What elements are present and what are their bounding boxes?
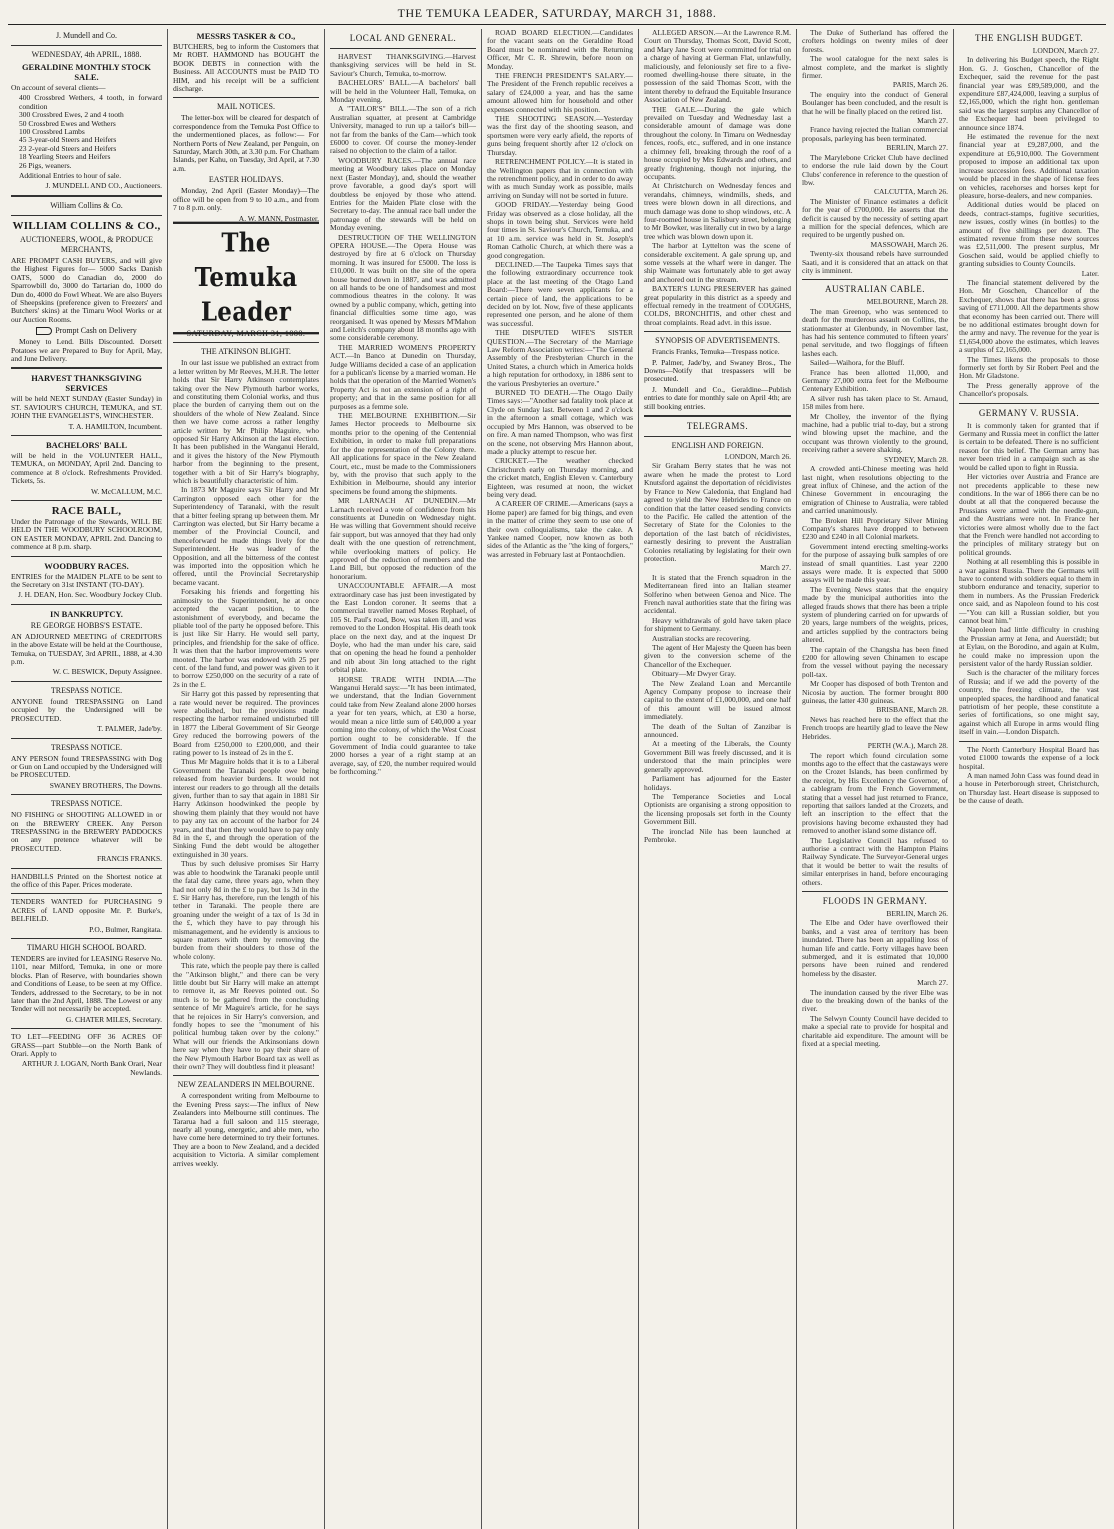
article-body: In our last issue we published an extract from a letter written by Mr Reeves, M.H.R. The letter holds that Sir Harry Atkinson contemplates taking over the New Plymouth harbor works, and constituting them Colonial works, and thus place the burden of carrying them out on the shoulders of the whole of New Zealand. Since then we have come across a rather lengthy article written by Mr Philip Maguire, who opposed Sir Harry Atkinson at the last election. It has been published in the Wanganui Herald, and it gives the history of the New Plymouth harbor from the beginning to the present, together with a bit of Sir Harry's biography, which is beautifully characteristic of him. In 1873 Mr Maguire says Sir Harry and Mr Carrington opposed each other for the Superintendency of Taranaki, with the result that a bitter feeling sprang up between them. Mr Carrington was elected, but Sir Harry became a member of the Provincial Council, and thenceforward he made things lively for the Superintendent. He was leader of the Opposition, and all the bitterness of the contest was imported into the opposition which he offered, until the Provincial Secretaryship became vacant. Forsaking his friends and forgetting his animosity to the Superintendent, he at once accepted the vacant position, to the astonishment of everybody, and became the pliable tool of the party he opposed before. This is just like Sir Harry. He would sell party, principles, and friendship for the sake of office. It was then that the harbor improvements were mooted. The harbor was endowed with 25 per cent. of the land fund, and power was given to it to borrow £250,000 on the security of a rate of 2s in the £. Sir Harry got this passed by representing that a rate would never be required. The provinces were abolished, but the provisions made respecting the harbor remained undisturbed till in 1877 the Liberal Government of Sir George Grey reduced the borrowing powers of the Board from £250,000 to £200,000, and their rating power to 1s instead of 2s in the £. Thus Mr Maguire holds that it is to a Liberal Government the Taranaki people owe being released from heavier burdens. It would not interest our readers to go through all the details given, further than to say that again in 1881 Sir Harry Atkinson hoodwinked the people by showing them plainly that they would not have to pay any tax on account of the harbor for 24 years, and that then they would have to pay only 8d in the £, and through the operation of the Sinking Fund the debt would be altogether extinguished in 30 years. Thus by such delusive promises Sir Harry was able to hoodwink the Taranaki people until the fatal day came, three years ago, when they had not only 8d in the £ to pay, but 1s 3d in the £. Sir Harry has, therefore, run the length of his tether in Taranaki. The people there are groaning under the weight of a tax of 1s 3d in the £, which they have to pay through his mismanagement, and he evidently is anxious to square matters with them by removing the burden from their shoulders to those of the whole colony. This rate, which the people pay there is called the "Atkinson blight," and there can be very little doubt but Sir Harry will make an attempt to remove it, as Mr Reeves pointed out. So much is to be gathered from the concluding sentence of Mr Maguire's article, for he says that he rejoices in Sir Harry's conversion, and fondly hopes to see the "monument of his political humbug taken over by the colony." What will our friends the Atkinsonians down here say when they have to pay their share of the New Plymouth Harbor Board tax as well as their own? They will doubtless find it pleasant! — [173, 358, 319, 1072]
ad-trespass3-title: TRESPASS NOTICE. — [50, 799, 123, 809]
ad-bankruptcy-signature: W. C. BESWICK, Deputy Assignee. — [52, 667, 162, 677]
ad-collins-title: WILLIAM COLLINS & CO., — [12, 219, 161, 232]
ad-collins-header: William Collins & Co. — [50, 200, 123, 210]
ad-trespass3-signature: FRANCIS FRANKS. — [96, 854, 162, 864]
english-foreign-heading: ENGLISH AND FOREIGN. — [671, 441, 764, 451]
ad-to-let-signature: ARTHUR J. LOGAN, North Bank Orari, Near Newlands. — [21, 1059, 162, 1077]
ad-tenders-land-signature: P.O., Bulmer, Rangitata. — [89, 924, 162, 934]
easter-holidays-signature: A. W. MANN, Postmaster. — [238, 213, 319, 223]
column-3 — [325, 29, 482, 1529]
synopsis-item: J. Mundell and Co., Geraldine—Publish entries to date for monthly sale on April 4th; are still booking entries. — [644, 384, 791, 411]
list-item: 400 Crossbred Wethers, 4 tooth, in forward condition — [19, 93, 162, 111]
ad-mundell-date: WEDNESDAY, 4th APRIL, 1888. — [31, 50, 142, 59]
column-1 — [6, 29, 168, 1529]
column-7 — [954, 29, 1104, 1529]
issue-date: SATURDAY, MARCH 31, 1888. — [186, 328, 306, 338]
column-6 — [797, 29, 954, 1529]
local-general-heading: LOCAL AND GENERAL. — [349, 33, 457, 43]
column-5 — [639, 29, 797, 1529]
ad-woodbury-body: ENTRIES for the MAIDEN PLATE to be sent to the Secretary on 31st INSTANT (TO-DAY). — [11, 571, 162, 590]
ad-mundell-outro: Additional Entries to hour of sale. — [19, 171, 122, 181]
australian-cable-body: MELBOURNE, March 28. The man Greenop, who was sentenced to death for the murderous assault on Collins, the stationmaster at Glenbundy, in November last, has had his sentence commuted to fifteen years' penal servitude, and two floggings of fifteen lashes each. Sailed—Waihora, for the Bluff. France has been allotted 11,000, and Germany 27,000 extra feet for the Melbourne Centenary Exhibition. A silver rush has taken place to St. Arnaud, 158 miles from here. Mr Cholley, the inventor of the flying machine, had a public trial to-day, but a strong wind blowing upset the machine, and the occupant was thrown violently to the ground, receiving rather a severe shaking. SYDNEY, March 28. A crowded anti-Chinese meeting was held last night, when resolutions objecting to the great influx of Chinese, and the action of the Chinese Government in encouraging the emigration of Chinese to Australia, were tabled and carried unanimously. The Broken Hill Proprietary Silver Mining Company's shares have dropped to between £230 and £240 in all Colonial markets. Government intend erecting smelting-works for the purpose of assaying bulk samples of ore instead of small quantities. Last year 2200 assays were made. It is expected that 5000 assays will be made this year. The Evening News states that the enquiry made by the municipal authorities into the alleged frauds shows that there has been a triple system of plundering carried on for upwards of 20 years, large numbers of the weights, prices, and articles supplied by the contractors being altered. The captain of the Changsha has been fined £200 for allowing seven Chinamen to escape from the vessel without paying the necessary poll-tax. Mr Cooper has disposed of both Trenton and Nicosia by auction. The former brought 800 guineas, the latter 430 guineas. BRISBANE, March 28. News has reached here to the effect that the French troops are heartily glad to leave the New Hebrides. PERTH (W.A.), March 28. The report which found circulation some months ago to the effect that the castaways were on the Crozet Islands, has been confirmed by the receipt, by His Excellency the Governor, of a cablegram from the French Government, stating that a vessel had just returned to France, reporting that sailors landed at the Crozets, and left an inscription to the effect that the provisions having become exhausted they had removed to another island some distance off. The Legislative Council has refused to authorise a contract with the Hampton Plains Railway Syndicate. The Surveyor-General urges that it would be better to wait the results of similar enterprises in hand, before encouraging others. — [802, 297, 948, 887]
ad-raceball-title: RACE BALL, — [51, 505, 122, 517]
list-item: 50 Crossbred Ewes and Wethers — [19, 118, 116, 128]
list-item: 26 Pigs, weaners. — [19, 160, 72, 170]
ad-mundell-intro: On account of several clients— — [11, 83, 106, 92]
synopsis-title: SYNOPSIS OF ADVERTISEMENTS. — [655, 336, 780, 346]
germany-russia-body: It is commonly taken for granted that if Germany and Russia meet in conflict the latter is certain to be defeated. There is no sufficient reason for this belief. The German army has never been tried in a campaign such as she would be called upon to fight in Russia. Her victories over Austria and France are not precedents applicable to these new conditions. In the war of 1866 there can be no doubt at all that the conquered because the Prussians were armed with the needle-gun, and the Austrians were not. In France her victories were almost wholly due to the fact that the French were handled not according to the principles of military strategy but on political grounds. Nothing at all resembling this is possible in a war against Russia. There the Germans will have to contend with soldiers equal to them in stubborn endurance and tenacity, superior to them in numbers. As the Prussian Frederick once said, and as Napoleon found to his cost—"You can kill a Russian soldier, but you cannot beat him." Napoleon had little difficulty in crushing the Prussian army at Jena, and Auerstädt; but at Eylau, on the Borodino, and again at Kulm, he could make no impression upon the persistent valor of the hardy Russian soldier. Such is the character of the military forces of Russia; and if we add the poverty of the country, the freezing climate, the vast unpeopled spaces, the hardihood and fanatical patriotism of her people, these constitute a series of fortifications, so one might say, against which all Europe in arms would fling itself in vain.—London Dispatch. — [959, 420, 1099, 737]
ad-trespass2-signature: SWANEY BROTHERS, The Downs. — [49, 780, 162, 790]
ad-school-signature: G. CHATER MILES, Secretary. — [65, 1014, 162, 1024]
ad-mundell-header: J. Mundell and Co. — [55, 31, 118, 40]
ad-to-let: TO LET—FEEDING OFF 36 ACRES OF GRASS—part Stubble—on the North Bank of Orari. Apply to — [11, 1032, 162, 1059]
list-item: 18 Yearling Steers and Heifers — [19, 152, 111, 162]
column-7-tail: The North Canterbury Hospital Board has voted £1000 towards the expense of a lock hospital. A man named John Cass was found dead in a house in Peterborough street, Christchurch, on Thursday last. Heart disease is supposed to be the cause of death. — [959, 744, 1099, 806]
ad-bachelors-body: will be held in the VOLUNTEER HALL, TEMUKA, on MONDAY, April 2nd. Dancing to commence at 8 o'clock. Refreshments Provided. Tickets, 5s. — [11, 450, 162, 486]
english-budget-heading: THE ENGLISH BUDGET. — [974, 33, 1084, 43]
ad-mundell-title: GERALDINE MONTHLY STOCK SALE. — [21, 62, 152, 82]
ad-woodbury-title: WOODBURY RACES. — [44, 560, 129, 571]
mail-notices-title: MAIL NOTICES. — [217, 102, 275, 112]
ad-school-body: TENDERS are invited for LEASING Reserve No. 1101, near Milford, Temuka, in one or more blocks. Plan of Reserve, with boundaries shown and Conditions of Lease, to be seen at my Office. Tenders, addressed to the Secretary, to be in not later than the 2nd April, 1888. The Lowest or any Tender will not necessarily be accepted. — [11, 954, 163, 1014]
column-4-body: ROAD BOARD ELECTION.—Candidates for the vacant seats on the Geraldine Road Board must be nominated with the Returning Officer, Mr C. R. Shrewin, before noon on Monday. THE FRENCH PRESIDENT'S SALARY.—The President of the French republic receives a salary of £24,000 a year, and has the same amount allowed him for household and other expenses connected with his position. THE SHOOTING SEASON.—Yesterday was the first day of the shooting season, and sportsmen were very early afield, the reports of guns being frequent shortly after 12 o'clock on Thursday. RETRENCHMENT POLICY.—It is stated in the Wellington papers that in connection with the retrenchment policy, and in order to do away with as much Sunday work as possible, mails arriving on Sunday will not be sorted in future. GOOD FRIDAY.—Yesterday being Good Friday was observed as a close holiday, all the shops in town being shut. Services were held four times in St. Saviour's Church, Temuka, and at 10 a.m. service was held in St. Joseph's Roman Catholic Church, at which there was a good congregation. DECLINED.—The Taupeka Times says that the following extraordinary occurrence took place at the last meeting of the Otago Land Board:—There were seven applicants for a certain piece of land, the applications to be decided on by lot. Now, five of these applicants represented one person, and he alone of them was successful. THE DISPUTED WIFE'S SISTER QUESTION.—The Secretary of the Marriage Law Reform Association writes:—"The General Assembly of the Presbyterian Church in the United States, a church which in America holds a high reputation for orthodoxy, in 1886 sent to the various Presbyteries an overture." BURNED TO DEATH.—The Otago Daily Times says:—"Another sad fatality took place at Clyde on Sunday last. Between 1 and 2 o'clock in the afternoon a small cottage, which was occupied by Mrs Hannon, was observed to be on fire. A man named Thompson, who was first on the scene, not observing Mrs Hannon about, made a plucky attempt to rescue her. CRICKET.—The weather checked Christchurch early on Thursday morning, and the cricket match, English Eleven v. Canterbury Eighteen, was resumed at noon, the wicket being very dead. A CAREER OF CRIME.—Americans (says a Home paper) are famed for big things, and even in the matter of crime they seem to use one of their own colloquialisms, take the cake. A Yankee named Cooper, now known as both sides of the Atlantic as the "the king of forgers," was arrested in February last at Pontaochdien. — [487, 29, 633, 559]
ad-collins-sub: AUCTIONEERS, WOOL, & PRODUCE MERCHANTS, — [20, 234, 153, 254]
ad-trespass3-body: NO FISHING or SHOOTING ALLOWED in or on the BREWERY CREEK. Any Person TRESPASSING in the BREWERY PADDOCKS on any pretence whatever will be PROSECUTED. — [11, 810, 162, 853]
ad-harvest-body: will be held NEXT SUNDAY (Easter Sunday) in ST. SAVIOUR'S CHURCH, TEMUKA, and ST. JOHN THE EVANGELIST'S, WINCHESTER. — [11, 394, 162, 421]
ad-mundell-list — [11, 94, 162, 170]
synopsis-item: P. Palmer, Jade'by, and Swaney Bros., The Downs—Notify that trespassers will be prosecuted. — [644, 357, 791, 384]
ad-tenders-land: TENDERS WANTED for PURCHASING 9 ACRES of LAND opposite Mr. P. Burke's, BELFIELD. — [11, 897, 162, 924]
column-4 — [482, 29, 639, 1529]
telegrams-heading: TELEGRAMS. — [686, 421, 749, 432]
list-item: 300 Crossbred Ewes, 2 and 4 tooth — [19, 110, 124, 120]
ad-bankruptcy-title: IN BANKRUPTCY. — [50, 608, 123, 619]
pointing-hand-icon — [36, 327, 52, 335]
ad-trespass1-signature: T. PALMER, Jade'by. — [97, 724, 162, 734]
ad-handbills: HANDBILLS Printed on the Shortest notice at the office of this Paper. Prices moderate. — [11, 871, 162, 889]
synopsis-item: Francis Franks, Temuka—Trespass notice. — [652, 347, 780, 357]
english-foreign-body: LONDON, March 26. Sir Graham Berry states that he was not aware when he made the protest to Lord Knutsford against the deportation of récidivistes by France to New Caledonia, that England had agreed to yield the New Hebrides to France on condition that the latter ceased sending convicts to the Pacific. He called the attention of the Secretary of State for the Colonies to the deportation of the last batch of récidivistes, earnestly desiring to prevent the Australian Colonies retaliating by legislating for their own protection. March 27. It is stated that the French squadron in the Mediterranean fired into an Italian steamer Solferino when between Genoa and Nice. The French naval authorities state that the firing was accidental. Heavy withdrawals of gold have taken place for shipment to Germany. Australian stocks are recovering. The agent of Her Majesty the Queen has been given to the conversion scheme of the Chancellor of the Exchequer. Obituary—Mr Dwyer Gray. The New Zealand Loan and Mercantile Agency Company propose to increase their capital to the extent of £1,000,000, and one half of this amount will be issued almost immediately. The death of the Sultan of Zanzibar is announced. At a meeting of the Liberals, the County Government Bill was freely discussed, and it is understood that the main principles were generally approved. Parliament has adjourned for the Easter holidays. The Temperance Societies and Local Optionists are organising a strong opposition to the licensing proposals set forth in the County Government Bill. The ironclad Nile has been launched at Pembroke. — [644, 452, 791, 844]
ad-collins-money: Money to Lend. Bills Discounted. Dorsett Potatoes we are Prepared to Buy for April, May, and June Delivery. — [11, 337, 162, 363]
column-2 — [168, 29, 325, 1529]
melbourne-title: NEW ZEALANDERS IN MELBOURNE. — [177, 1080, 315, 1090]
ad-school-title: TIMARU HIGH SCHOOL BOARD. — [26, 943, 147, 952]
list-item: 23 2-year-old Steers and Heifers — [19, 143, 117, 153]
ad-bachelors-signature: W. McCALLUM, M.C. — [91, 486, 162, 496]
ad-woodbury-signature: J. H. DEAN, Hon. Sec. Woodbury Jockey Club. — [17, 590, 162, 600]
ad-tasker-body: BUTCHERS, beg to inform the Customers that Mr ROBT. HAMMOND has BOUGHT the BOOK DEBTS in connection with the Business. All ACCOUNTS must be PAID TO HIM, and his receipt will be a sufficient discharge. — [173, 42, 319, 94]
melbourne-body: A correspondent writing from Melbourne to the Evening Press says:—The influx of New Zealanders into Melbourne still continues. The Tararua had a full saloon and 115 steerage, nearly all young, energetic, and able men, who have come here determined to try their fortunes. They are a boon to New Zealand, and a decided acquisition to Victoria. A similar complement arrives weekly. — [173, 1091, 319, 1168]
ad-raceball-body: Under the Patronage of the Stewards, WILL BE HELD IN THE WOODBURY SCHOOLROOM, ON EASTER MONDAY, APRIL 2nd. Dancing to commence at 8 p.m. sharp. — [11, 517, 162, 552]
mail-notices-body: The letter-box will be cleared for despatch of correspondence from the Temuka Post Office to the undermentioned places, as follow:— For Northern Ports of New Zealand, per Penguin, on Saturday, March 30th, at 3.30 p.m. For Chatham Islands, per Kahu, on Tuesday, 3rd April, at 7.30 a.m. — [173, 113, 319, 173]
ad-bachelors-title: BACHELORS' BALL — [45, 439, 127, 450]
list-item: 45 3-year-old Steers and Heifers — [19, 135, 117, 145]
ad-trespass1-title: TRESPASS NOTICE. — [50, 685, 123, 695]
columns — [6, 29, 1108, 1529]
ad-mundell-signature: J. MUNDELL AND CO., Auctioneers. — [45, 181, 162, 191]
ad-harvest-title: HARVEST THANKSGIVING SERVICES — [31, 373, 142, 394]
ad-collins-body: ARE PROMPT CASH BUYERS, and will give the Highest Figures for— 5000 Sacks Danish OATS, 5000 do Canadian do, 2000 do Sparrowbill do, 3000 do Tartarian do, 1000 do Dun do, 4000 do Fowl Wheat. We are also Buyers of Sheepskins (preference given to Freezers' and Butchers' skins) at the Timaru Wool Works or at our Auction Rooms. — [11, 255, 162, 324]
ad-harvest-signature: T. A. HAMILTON, Incumbent. — [68, 421, 162, 431]
ad-tasker-title: MESSRS TASKER & CO., — [196, 31, 296, 41]
ad-trespass2-title: TRESPASS NOTICE. — [50, 742, 123, 752]
newspaper-logo: The Temuka Leader — [173, 222, 319, 335]
masthead-title: THE TEMUKA LEADER, SATURDAY, MARCH 31, 1888. — [397, 6, 717, 20]
english-budget-body: LONDON, March 27. In delivering his Budget speech, the Right Hon. G. J. Goschen, Chancellor of the Exchequer, said the revenue for the past financial year was £89,589,000, and the expenditure £87,424,000, leaving a surplus of £2,165,000, which the right hon. gentleman said was the largest surplus any Chancellor of the Exchequer had been privileged to announce since 1874. He estimated the revenue for the next financial year at £9,287,000, and the expenditure at £6,910,000. The Government proposed to impose an additional tax upon increase succession fees. Additional taxation would be placed in the shape of license fees on vehicles, racehorses and horses kept for pleasure, horse-dealers, and new companies. Additional duties would be placed on deeds, contract-stamps, fugitive securities, new issues, costly wines (in bottles) to the amount of five shillings per dozen. The estimated revenue from these new sources was £2,511,000. The present surplus, Mr Goschen said, would be applied chiefly to granting subsidies to County Councils. Later. The financial statement delivered by the Hon. Mr Goschen, Chancellor of the Exchequer, shows that there has been a gross saving of £711,000. All the departments show that economy has been carried out. There will be no additional estimates brought down for the army and navy. The revenue for the year is £1,654,000 above the estimates, which leaves a surplus of £2,165,000. The Times likens the proposals to those formerly set forth by Sir Robert Peel and the Hon. Mr Gladstone. The Press generally approve of the Chancellor's proposals. — [959, 46, 1099, 399]
list-item: 100 Crossbred Lambs — [19, 127, 85, 137]
ad-bankruptcy-sub: RE GEORGE HOBBS'S ESTATE. — [30, 620, 143, 630]
column-6-cables: The Duke of Sutherland has offered the crofters holdings on twenty miles of deer forests. The wool catalogue for the next sales is almost complete, and the market is slightly firmer. PARIS, March 26. The enquiry into the conduct of General Boulanger has been concluded, and the result is that he will be finally placed on the retired list. March 27. France having rejected the Italian commercial proposals, parleying has been terminated. BERLIN, March 27. The Marylebone Cricket Club have declined to endorse the rule laid down by the Court Clubs' conference in reference to the question of lbw. CALCUTTA, March 26. The Minister of Finance estimates a deficit for the year of £700,000. He asserts that the deficit is caused by the necessity of setting apart a million for the special defences, which are required to be urgently pushed on. MASSOWAH, March 26. Twenty-six thousand rebels have surrounded Saati, and it is considered that an attack on that city is imminent. — [802, 29, 948, 275]
local-general-body: HARVEST THANKSGIVING.—Harvest thanksgiving services will be held in St. Saviour's Church, Temuka, to-morrow. BACHELORS' BALL.—A bachelors' ball will be held in the Volunteer Hall, Temuka, on Monday evening. A "TAILOR'S" BILL.—The son of a rich Australian squatter, at present at Cambridge University, managed to run up a tailor's bill—not far from the banks of the Cam—which took £6000 to cover. Of course the money-lender raised no objection to the claim of a tailor. WOODBURY RACES.—The annual race meeting at Woodbury takes place on Monday next (Easter Monday), and, should the weather prove favorable, a good day's sport will doubtless be enjoyed by those who attend. Entries for the Maiden Plate close with the Secretary to-day. The annual race ball under the patronage of the stewards will be held on Monday evening. DESTRUCTION OF THE WELLINGTON OPERA HOUSE.—The Opera House was destroyed by fire at 6 o'clock on Thursday morning. It was insured for £5000. The loss is £10,000. It was built on the site of the opera house burned down in 1887, and was admitted on all hands to be one of handsomest and most commodious theatres in the colony. It was owned by a public company, which, getting into financial difficulties some time ago, was reorganised. It was opened by Messrs M'Mahon and Leitch's company about 18 months ago with some considerable ceremony. THE MARRIED WOMEN'S PROPERTY ACT.—In Banco at Dunedin on Thursday, Judge Williams decided a case of an application for a publican's license by a married woman. He holds that the operation of the Married Women's Property Act is not an extension of a right of property; and that in the same position for all purposes as a femme sole. THE MELBOURNE EXHIBITION.—Sir James Hector proceeds to Melbourne six months prior to the opening of the Centennial Exhibition, in order to make full preparations for the due representation of the Colony there. All applications for space in the New Zealand Court, etc., must be made to the Commissioners by, with the proviso that such apply to the Exhibition in Melbourne, should any interior specimens be found among the shipments. MR LARNACH AT DUNEDIN.—Mr Larnach received a vote of confidence from his constituents at Dunedin on Wednesday night. He was willing that Government should receive fair support, but was annoyed that they had only dealt with the one question of retrenchment, while overlooking matters of policy. He approved of the reduction of members and the Land Bill, but opposed the reduction of the honorarium. UNACCOUNTABLE AFFAIR.—A most extraordinary case has just been investigated by the East London coroner. It seems that a commercial traveller named Moses Rephael, of 105 St. Paul's road, Bow, was taken ill, and was removed to the London Hospital. His death took place on the next day, and at the inquest Dr Doyle, who had the man under his care, said that on opening the head he found a penholder and nib about 3in long attached to the right orbital plate. HORSE TRADE WITH INDIA.—The Wanganui Herald says:—"It has been intimated, we understand, that the Indian Government could take from New Zealand alone 2000 horses a year for ten years, which, at £30 a horse, would mean a nice little sum of £40,000 a year coming into the colony, of which the West Coast portion ought to be considerable. If the Government of India could guarantee to take 2000 horses a year of a right stamp at an average, say, of £20, the number required would be forthcoming." — [330, 52, 476, 777]
germany-russia-heading: GERMANY V. RUSSIA. — [978, 407, 1080, 418]
easter-holidays-body: Monday, 2nd April (Easter Monday)—The office will be open from 9 to 10 a.m., and from 7 to 8 p.m. only. — [173, 186, 319, 213]
ad-trespass1-body: ANYONE found TRESPASSING on Land occupied by the Undersigned will be PROSECUTED. — [11, 696, 162, 723]
floods-heading: FLOODS IN GERMANY. — [822, 896, 928, 906]
australian-cable-heading: AUSTRALIAN CABLE. — [825, 284, 925, 295]
ad-bankruptcy-body: AN ADJOURNED MEETING of CREDITORS in the above Estate will be held at the Courthouse, Temuka, on TUESDAY, 3rd APRIL, 1888, at 4.30 p.m. — [11, 631, 162, 667]
ad-collins-cash: Prompt Cash on Delivery — [11, 326, 162, 336]
ad-trespass2-body: ANY PERSON found TRESPASSING with Dog or Gun on Land occupied by the Undersigned will be PROSECUTED. — [11, 753, 162, 780]
article-title: THE ATKINSON BLIGHT. — [201, 347, 291, 357]
easter-holidays-title: EASTER HOLIDAYS. — [208, 175, 284, 185]
masthead — [8, 6, 1106, 25]
column-5-body: ALLEGED ARSON.—At the Lawrence R.M. Court on Thursday, Thomas Scott, David Scott, and Mary Jane Scott were committed for trial on a charge of having at German Flat, unlawfully, maliciously, and feloniously set fire to a five-roomed dwelling-house there situate, in the possession of the said Thomas Scott, with the intent thereby to defraud the Equitable Insurance Association of New Zealand. THE GALE.—During the gale which prevailed on Tuesday and Wednesday last a considerable amount of damage was done throughout the colony. In Timaru on Wednesday fences, roofs, etc., suffered, and in one instance a chimney fell, breaking through the roof of a house occupied by Mrs Edwards and others, and greatly frightening, though not injuring, the occupants. At Christchurch on Wednesday fences and verandahs, chimneys, windmills, sheds, and trees were blown down in all directions, and much damage was done to shop windows, etc. A four-roomed house in Salisbury street, belonging to Mr Bowker, was literally cut in two by a large tree which was blown down upon it. The harbor at Lyttelton was the scene of considerable excitement. A gale sprung up, and some vessels at the wharf were in danger. The ship Waimate was fortunately able to get away and anchored out in the stream. BAXTER'S LUNG PRESERVER has gained great popularity in this district as a speedy and effectual remedy in the treatment of COUGHS, COLDS, BRONCHITIS, and other chest and throat complaints. Read advt. in this issue. — [644, 29, 791, 327]
floods-body: BERLIN, March 26. The Elbe and Oder have overflowed their banks, and a vast area of territory has been inundated. There has been an appalling loss of human life and cattle. Forty villages have been submerged, and it is estimated that 10,000 persons have been ruined and rendered homeless by the disaster. March 27. The inundation caused by the river Elbe was due to the breaking down of the banks of the river. The Selwyn County Council have decided to make a special rate to provide for hospital and charitable aid expenditure. The amount will be fixed at a special meeting. — [802, 909, 948, 1049]
